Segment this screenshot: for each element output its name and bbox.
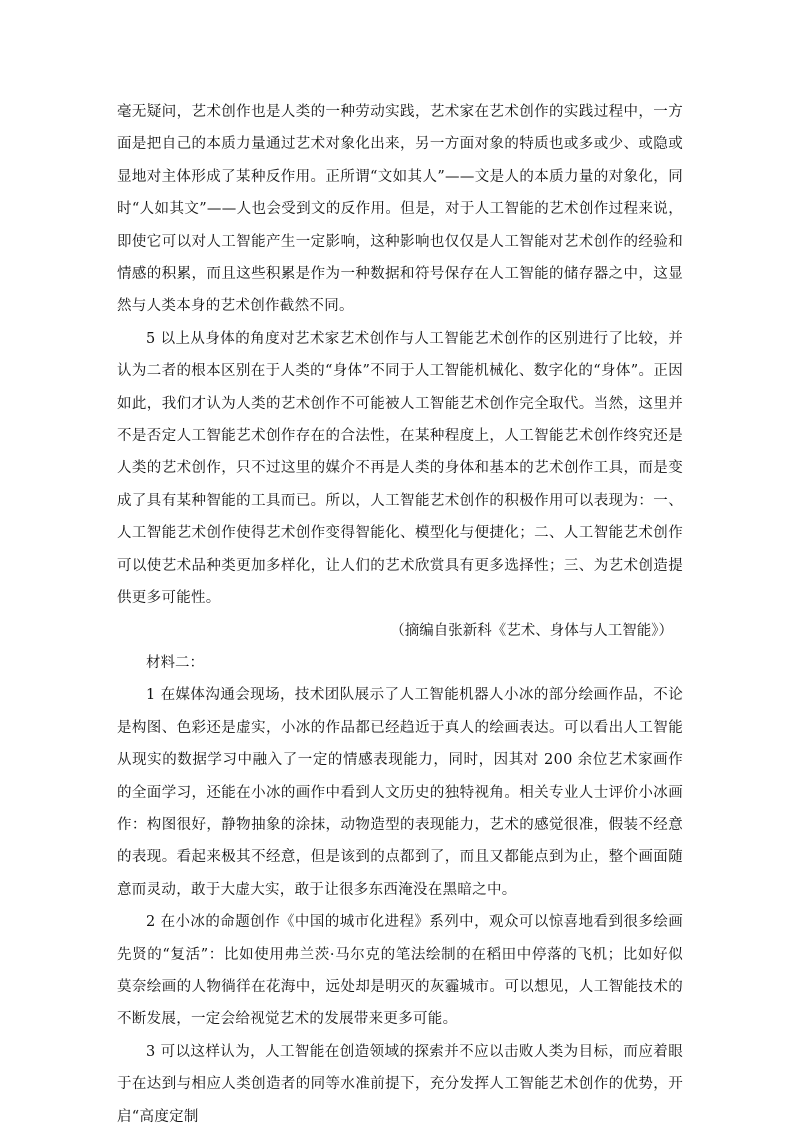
- material-paragraph-2: 2 在小冰的命题创作《中国的城市化进程》系列中，观众可以惊喜地看到很多绘画先贤的“复活”：比如使用弗兰茨·马尔克的笔法绘制的在稻田中停落的飞机；比如好似莫奈绘画的人物徜徉在花海中，远处却是明灭的灰霾城市。可以想见，人工智能技术的不断发展，一定会给视觉艺术的发展带来更多可能。: [117, 914, 683, 1028]
- material-paragraph-1: 1 在媒体沟通会现场，技术团队展示了人工智能机器人小冰的部分绘画作品，不论是构图、色彩还是虚实，小冰的作品都已经趋近于真人的绘画表达。可以看出人工智能从现实的数据学习中融入了一定的情感表现能力，同时，因其对 200 余位艺术家画作的全面学习，还能在小冰的画作中看到人文历史的独特视角。相关专业人士评价小冰画作：构图很好，静物抽象的涂抹，动物造型的表现能力，艺术的感觉很准，假装不经意的表现。看起来极其不经意，但是该到的点都到了，而且又都能点到为止，整个画面随意而灵动，敢于大虚大实，敢于让很多东西淹没在黑暗之中。: [117, 687, 683, 898]
- material-heading: 材料二：: [146, 654, 204, 671]
- material-paragraph-3: 3 可以这样认为，人工智能在创造领域的探索并不应以击败人类为目标，而应着眼于在达到与相应人类创造者的同等水准前提下，充分发挥人工智能艺术创作的优势，开启“高度定制: [117, 1043, 683, 1125]
- paragraph-continuation: 毫无疑问，艺术创作也是人类的一种劳动实践，艺术家在艺术创作的实践过程中，一方面是把自己的本质力量通过艺术对象化出来，另一方面对象的特质也或多或少、或隐或显地对主体形成了某种反作用。正所谓“文如其人”——文是人的本质力量的对象化，同时“人如其文”——人也会受到文的反作用。但是，对于人工智能的艺术创作过程来说，即使它可以对人工智能产生一定影响，这种影响也仅仅是人工智能对艺术创作的经验和情感的积累，而且这些积累是作为一种数据和符号保存在人工智能的储存器之中，这显然与人类本身的艺术创作截然不同。: [117, 104, 683, 315]
- document-page: [117, 96, 683, 1133]
- paragraph-5: 5 以上从身体的角度对艺术家艺术创作与人工智能艺术创作的区别进行了比较，并认为二者的根本区别在于人类的“身体”不同于人工智能机械化、数字化的“身体”。正因如此，我们才认为人类的艺术创作不可能被人工智能艺术创作完全取代。当然，这里并不是否定人工智能艺术创作存在的合法性，在某种程度上，人工智能艺术创作终究还是人类的艺术创作，只不过这里的媒介不再是人类的身体和基本的艺术创作工具，而是变成了具有某种智能的工具而已。所以，人工智能艺术创作的积极作用可以表现为：一、人工智能艺术创作使得艺术创作变得智能化、模型化与便捷化；二、人工智能艺术创作可以使艺术品种类更加多样化，让人们的艺术欣赏具有更多选择性；三、为艺术创造提供更多可能性。: [117, 330, 683, 607]
- source-citation: （摘编自张新科《艺术、身体与人工智能》）: [390, 622, 673, 639]
